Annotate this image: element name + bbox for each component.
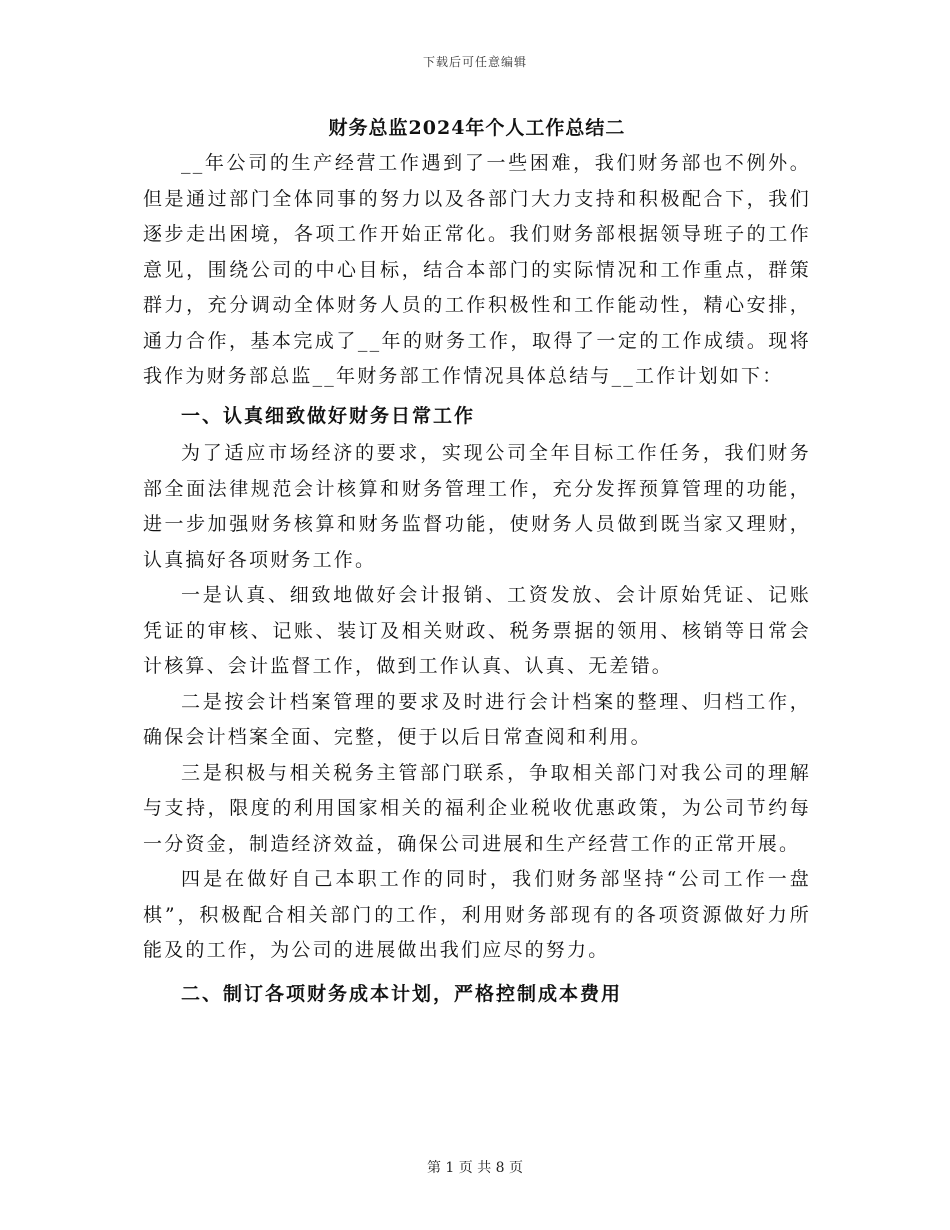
section-1-paragraph: 一是认真、细致地做好会计报销、工资发放、会计原始凭证、记账凭证的审核、记账、装订及相关财政、税务票据的领用、核销等日常会计核算、会计监督工作，做到工作认真、认真、无差错。 xyxy=(143,584,811,677)
section-1-paragraph: 二是按会计档案管理的要求及时进行会计档案的整理、归档工作，确保会计档案全面、完整，便于以后日常查阅和利用。 xyxy=(143,690,811,748)
document-title: 财务总监2024年个人工作总结二 xyxy=(328,117,626,139)
page-header-note: 下载后可任意编辑 xyxy=(422,55,527,69)
section-1-paragraph: 四是在做好自己本职工作的同时，我们财务部坚持“公司工作一盘棋”，积极配合相关部门的工作，利用财务部现有的各项资源做好力所能及的工作，为公司的进展做出我们应尽的努力。 xyxy=(143,868,811,961)
section-2-heading: 二、制订各项财务成本计划，严格控制成本费用 xyxy=(181,982,623,1005)
section-1-heading: 一、认真细致做好财务日常工作 xyxy=(181,404,476,427)
intro-paragraph: __年公司的生产经营工作遇到了一些困难，我们财务部也不例外。但是通过部门全体同事的努力以及各部门大力支持和积极配合下，我们逐步走出困境，各项工作开始正常化。我们财务部根据领导班子的工作意见，围绕公司的中心目标，结合本部门的实际情况和工作重点，群策群力，充分调动全体财务人员的工作积极性和工作能动性，精心安排，通力合作，基本完成了__年的财务工作，取得了一定的工作成绩。现将我作为财务部总监__年财务部工作情况具体总结与__工作计划如下： xyxy=(143,152,811,387)
section-1-paragraph: 为了适应市场经济的要求，实现公司全年目标工作任务，我们财务部全面法律规范会计核算和财务管理工作，充分发挥预算管理的功能，进一步加强财务核算和财务监督功能，使财务人员做到既当家又理财，认真搞好各项财务工作。 xyxy=(143,442,811,571)
document-body xyxy=(143,112,811,1014)
page-footer-page-info: 第 1 页 共 8 页 xyxy=(426,1160,524,1176)
section-1-paragraph: 三是积极与相关税务主管部门联系，争取相关部门对我公司的理解与支持，限度的利用国家相关的福利企业税收优惠政策，为公司节约每一分资金，制造经济效益，确保公司进展和生产经营工作的正常开展。 xyxy=(143,761,811,855)
